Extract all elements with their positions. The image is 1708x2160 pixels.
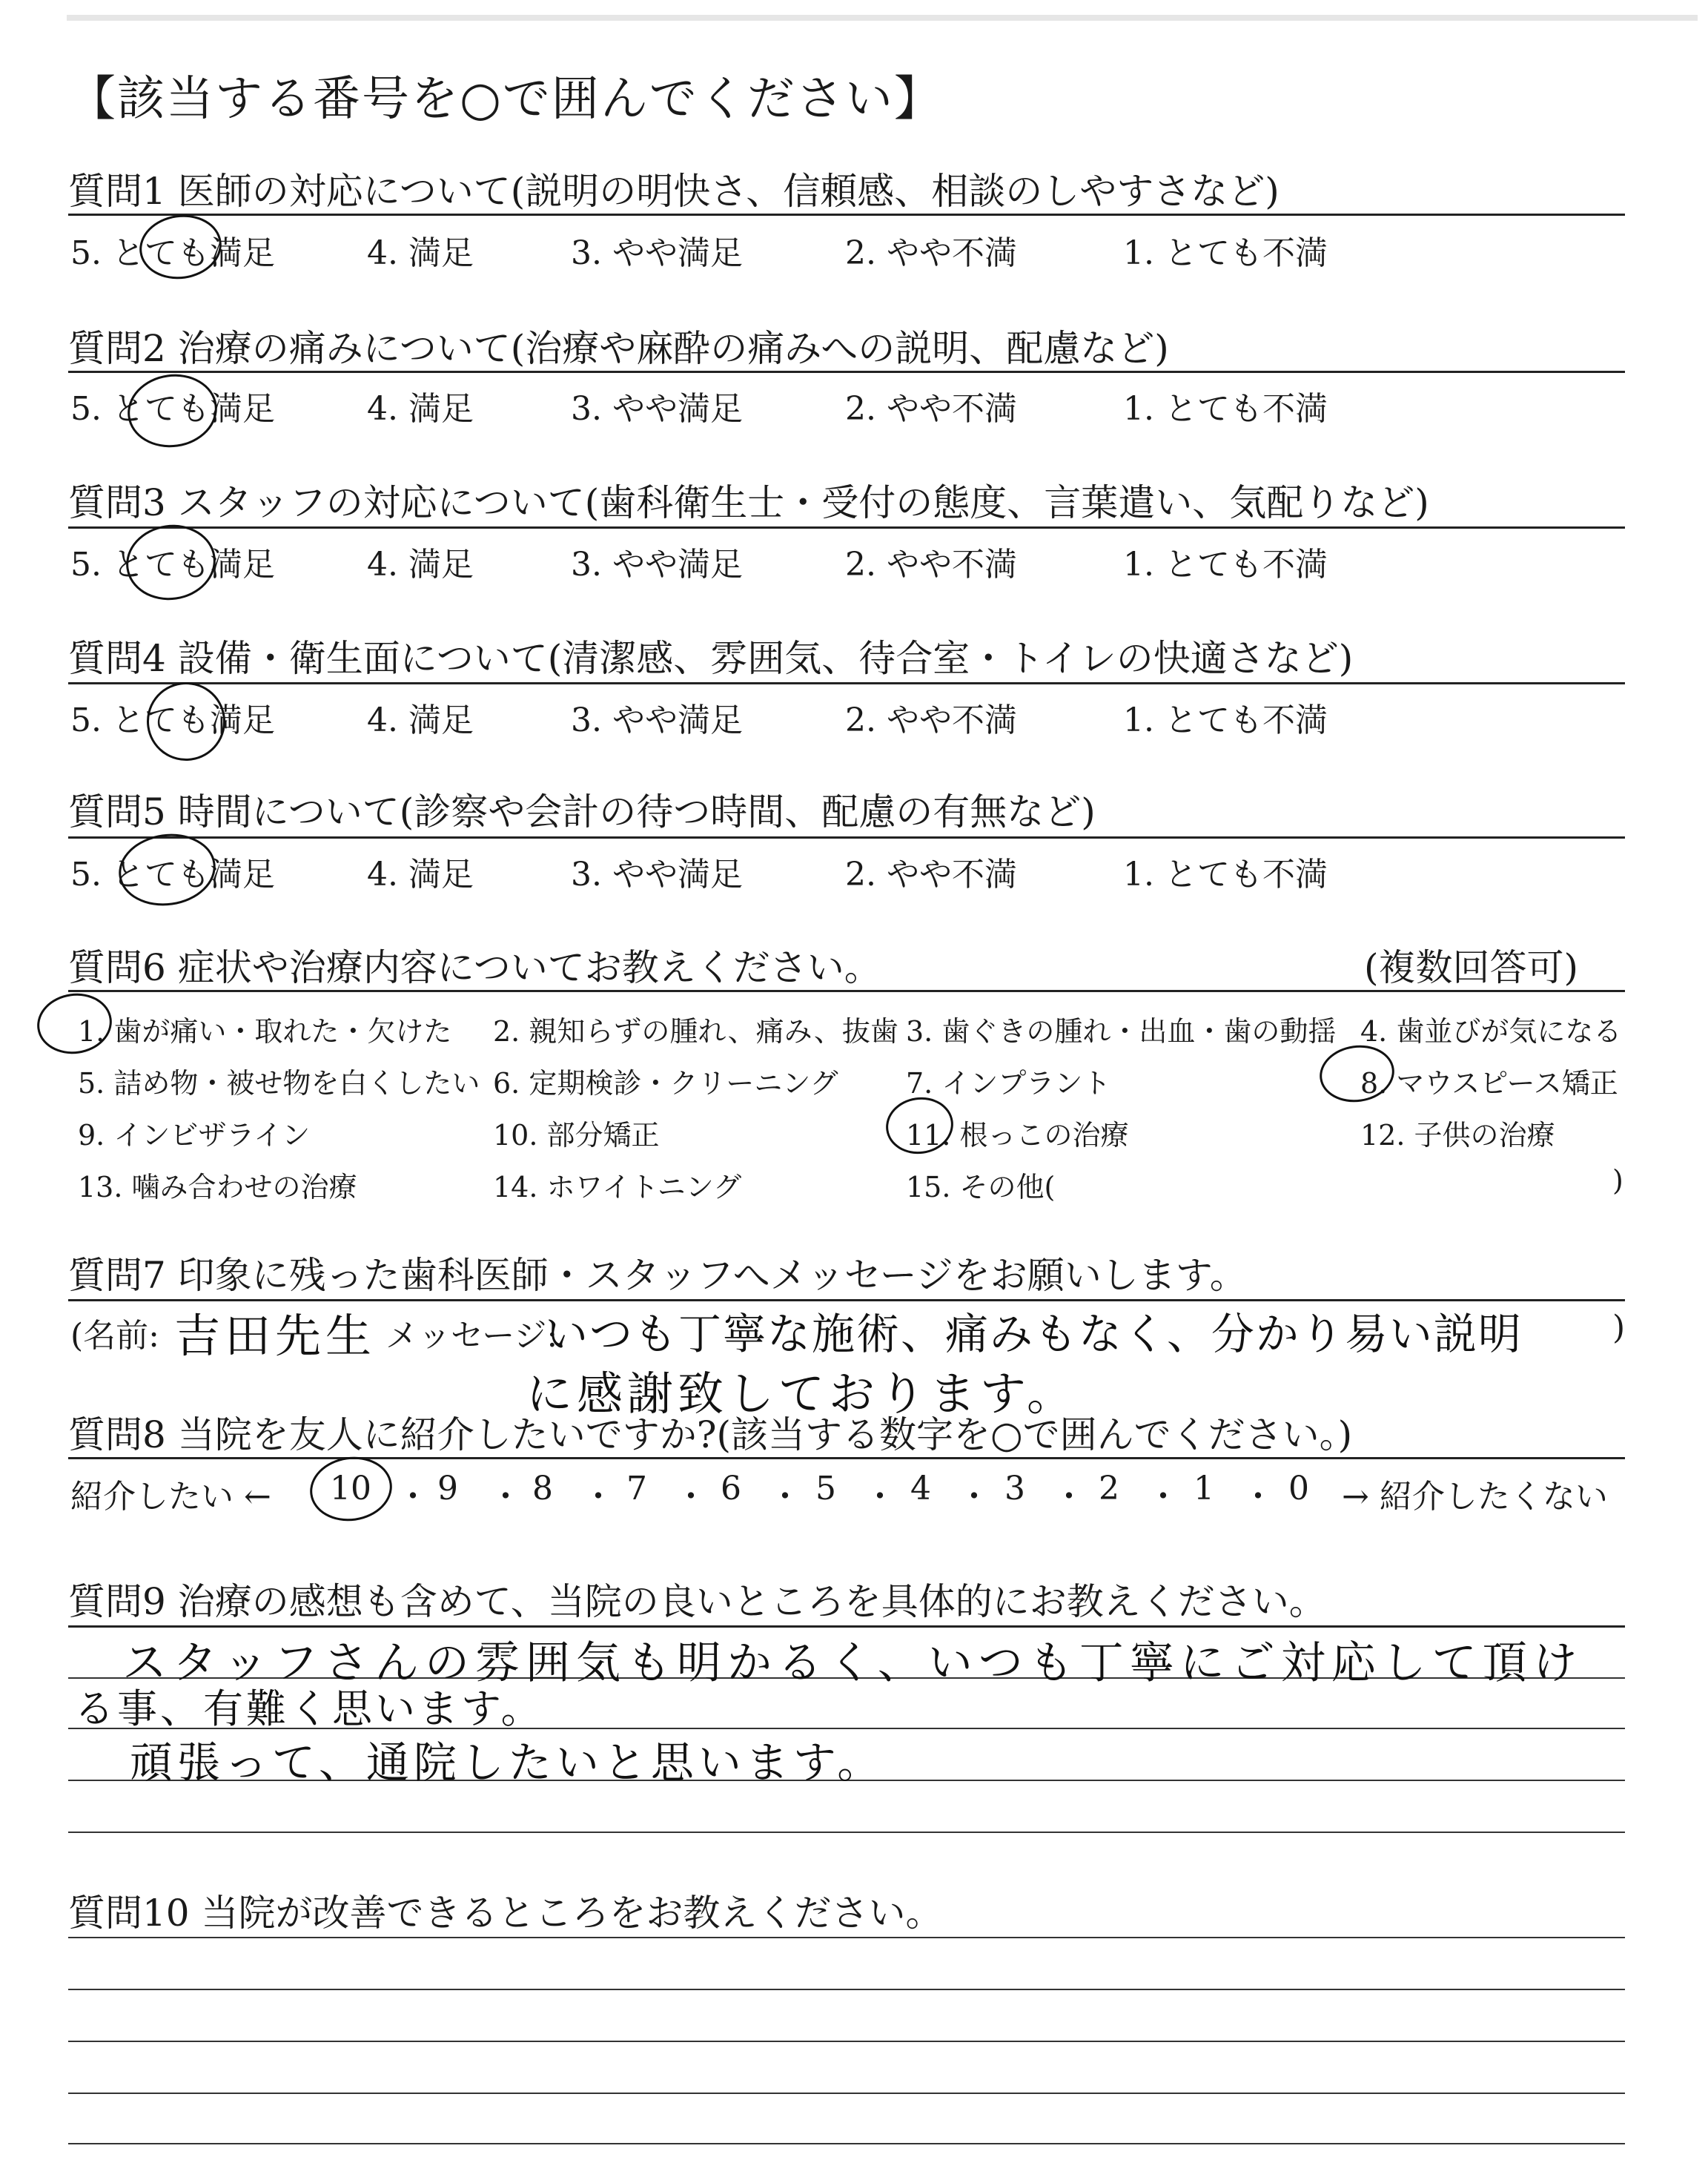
q7-name-handwritten: 吉田先生 [174,1309,377,1363]
q8-dot: ・ [864,1478,896,1516]
question-8-rule [68,1457,1625,1459]
header-bar [67,15,1698,21]
q7-message-close: ) [1612,1309,1626,1347]
q8-dot: ・ [1053,1478,1085,1516]
q3-option-4[interactable]: 4. 満足 [367,546,474,584]
q8-number-3[interactable]: 3 [1004,1470,1025,1507]
q6-item-15-close: ) [1612,1164,1623,1197]
q5-option-3[interactable]: 3. やや満足 [571,856,743,894]
q6-item-5[interactable]: 5. 詰め物・被せ物を白くしたい [78,1067,480,1100]
question-5-rule [68,836,1625,839]
q6-item-15[interactable]: 15. その他( [906,1171,1056,1203]
q8-dot: ・ [769,1478,801,1516]
q8-number-9[interactable]: 9 [437,1470,458,1507]
q10-answer-line [68,2093,1625,2094]
q3-option-1[interactable]: 1. とても不満 [1123,546,1328,584]
q3-option-5[interactable]: 5. とても満足 [70,546,275,584]
question-6-note: (複数回答可) [1364,946,1579,989]
q8-number-6[interactable]: 6 [721,1470,741,1507]
question-8-label: 質問8 当院を友人に紹介したいですか?(該当する数字を○で囲んでください。) [68,1413,1353,1456]
q1-option-4[interactable]: 4. 満足 [367,234,474,272]
question-9-label: 質問9 治療の感想も含めて、当院の良いところを具体的にお教えください。 [68,1580,1326,1623]
question-7-label: 質問7 印象に残った歯科医師・スタッフへメッセージをお願いします。 [68,1254,1247,1297]
q7-message-line-1: いつも丁寧な施術、痛みもなく、分かり易い説明 [545,1309,1523,1359]
q8-dot: ・ [397,1478,429,1516]
question-6-rule [68,990,1625,992]
question-4-rule [68,682,1625,684]
q10-answer-line [68,2143,1625,2144]
q7-message-prefix: メッセージ: [385,1317,558,1355]
q6-item-11[interactable]: 11. 根っこの治療 [906,1119,1129,1152]
q1-option-3[interactable]: 3. やや満足 [571,234,743,272]
q10-answer-line [68,2041,1625,2042]
q8-number-10[interactable]: 10 [330,1470,371,1507]
q4-option-2[interactable]: 2. やや不満 [845,701,1017,739]
q8-dot: ・ [582,1478,615,1516]
q8-dot: ・ [489,1478,522,1516]
q8-number-5[interactable]: 5 [815,1470,836,1507]
q4-option-4[interactable]: 4. 満足 [367,701,474,739]
q9-answer-line-2: る事、有難く思います。 [74,1685,544,1732]
q5-option-5[interactable]: 5. とても満足 [70,856,275,894]
question-1-rule [68,214,1625,216]
q4-selection-circle [142,677,231,766]
q2-option-1[interactable]: 1. とても不満 [1123,390,1328,428]
q6-item-3[interactable]: 3. 歯ぐきの腫れ・出血・歯の動揺 [906,1015,1337,1048]
q8-number-1[interactable]: 1 [1194,1470,1214,1507]
q3-option-3[interactable]: 3. やや満足 [571,546,743,584]
q5-selection-circle [114,828,220,911]
question-10-label: 質問10 当院が改善できるところをお教えください。 [68,1892,943,1935]
q8-number-7[interactable]: 7 [626,1470,647,1507]
q4-option-5[interactable]: 5. とても満足 [70,701,275,739]
q2-option-5[interactable]: 5. とても満足 [70,390,275,428]
q7-name-prefix: (名前: [70,1317,159,1355]
q6-item-14[interactable]: 14. ホワイトニング [493,1171,742,1203]
question-5-label: 質問5 時間について(診察や会計の待つ時間、配慮の有無など) [68,790,1096,833]
q9-answer-line [68,1832,1625,1833]
q4-option-3[interactable]: 3. やや満足 [571,701,743,739]
q8-number-0[interactable]: 0 [1288,1470,1309,1507]
q2-option-3[interactable]: 3. やや満足 [571,390,743,428]
q8-dot: ・ [1147,1478,1179,1516]
q6-item-7[interactable]: 7. インプラント [906,1067,1111,1100]
q6-item-13[interactable]: 13. 噛み合わせの治療 [78,1171,357,1203]
q1-option-1[interactable]: 1. とても不満 [1123,234,1328,272]
q8-right-label: → 紹介したくない [1342,1478,1608,1516]
q8-number-8[interactable]: 8 [532,1470,553,1507]
page-title: 【該当する番号を○で囲んでください】 [68,72,943,127]
question-2-rule [68,371,1625,373]
q2-option-4[interactable]: 4. 満足 [367,390,474,428]
q5-option-2[interactable]: 2. やや不満 [845,856,1017,894]
q6-item-6[interactable]: 6. 定期検診・クリーニング [493,1067,838,1100]
q3-option-2[interactable]: 2. やや不満 [845,546,1017,584]
question-2-label: 質問2 治療の痛みについて(治療や麻酔の痛みへの説明、配慮など) [68,327,1169,370]
q9-answer-line-1: スタッフさんの雰囲気も明かるく、いつも丁寧にご対応して頂け [122,1637,1583,1689]
q6-item-9[interactable]: 9. インビザライン [78,1119,311,1152]
q1-option-2[interactable]: 2. やや不満 [845,234,1017,272]
q10-answer-line [68,1989,1625,1990]
q8-left-label: 紹介したい ← [70,1478,271,1516]
q7-message-line-2: に感謝致しております。 [526,1367,1078,1421]
q2-option-2[interactable]: 2. やや不満 [845,390,1017,428]
q4-option-1[interactable]: 1. とても不満 [1123,701,1328,739]
q5-option-1[interactable]: 1. とても不満 [1123,856,1328,894]
q8-selection-circle-10 [306,1452,397,1527]
q6-item-4[interactable]: 4. 歯並びが気になる [1360,1015,1622,1048]
question-3-label: 質問3 スタッフの対応について(歯科衛生士・受付の態度、言葉遣い、気配りなど) [68,481,1429,524]
q8-dot: ・ [958,1478,990,1516]
q3-selection-circle [122,519,221,606]
q8-dot: ・ [1242,1478,1274,1516]
q5-option-4[interactable]: 4. 満足 [367,856,474,894]
question-4-label: 質問4 設備・衛生面について(清潔感、雰囲気、待合室・トイレの快適さなど) [68,637,1354,680]
q6-item-2[interactable]: 2. 親知らずの腫れ、痛み、抜歯 [493,1015,898,1048]
q8-number-2[interactable]: 2 [1099,1470,1119,1507]
q6-item-10[interactable]: 10. 部分矯正 [493,1119,660,1152]
q10-answer-line [68,1937,1625,1938]
q8-number-4[interactable]: 4 [910,1470,931,1507]
question-3-rule [68,526,1625,529]
question-6-label: 質問6 症状や治療内容についてお教えください。 [68,946,881,989]
q6-item-8[interactable]: 8. マウスピース矯正 [1360,1067,1618,1100]
question-1-label: 質問1 医師の対応について(説明の明快さ、信頼感、相談のしやすさなど) [68,170,1280,213]
q1-option-5[interactable]: 5. とても満足 [70,234,275,272]
q6-item-1[interactable]: 1. 歯が痛い・取れた・欠けた [78,1015,452,1048]
q9-answer-line-3: 頑張って、通院したいと思います。 [130,1737,885,1788]
q6-item-12[interactable]: 12. 子供の治療 [1360,1119,1555,1152]
q8-dot: ・ [675,1478,707,1516]
